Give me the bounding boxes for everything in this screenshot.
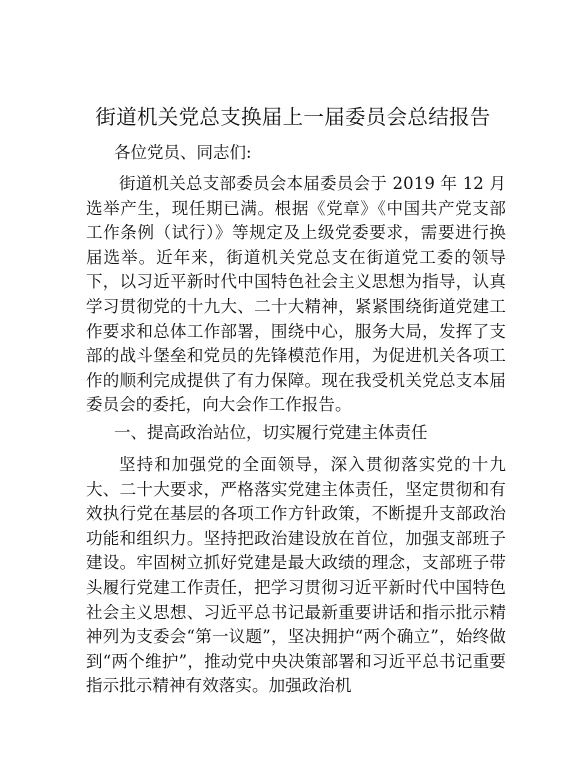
section-heading: 一、提高政治站位，切实履行党建主体责任: [114, 423, 428, 442]
body-paragraph: 街道机关总支部委员会本届委员会于 2019 年 12 月选举产生，现任期已满。根据《党章》《中国共产党支部工作条例（试行）》等规定及上级党委要求，需要进行换届选举。近年来，街道机关党总支在街道党工委的领导下，以习近平新时代中国特色社会主义思想为指导，认真学习贯彻党的十九大、二十大精神，紧紧围绕街道党建工作要求和总体工作部署，围绕中心，服务大局，发挥了支部的战斗堡垒和党员的先锋模范作用，为促进机关各项工作的顺利完成提供了有力保障。现在我受机关党总支本届委员会的委托，向大会作工作报告。: [86, 174, 506, 415]
body-paragraph: 坚持和加强党的全面领导，深入贯彻落实党的十九大、二十大要求，严格落实党建主体责任，坚定贯彻和有效执行党在基层的各项工作方针政策，不断提升支部政治功能和组织力。坚持把政治建设放在首位，加强支部班子建设。牢固树立抓好党建是最大政绩的理念，支部班子带头履行党建工作责任，把学习贯彻习近平新时代中国特色社会主义思想、习近平总书记最新重要讲话和指示批示精神列为支委会“第一议题”，坚决拥护“两个确立”，始终做到“两个维护”，推动党中央决策部署和习近平总书记重要指示批示精神有效落实。加强政治机: [86, 455, 506, 696]
salutation: 各位党员、同志们:: [114, 143, 252, 162]
document-title: 街道机关党总支换届上一届委员会总结报告: [95, 105, 491, 129]
